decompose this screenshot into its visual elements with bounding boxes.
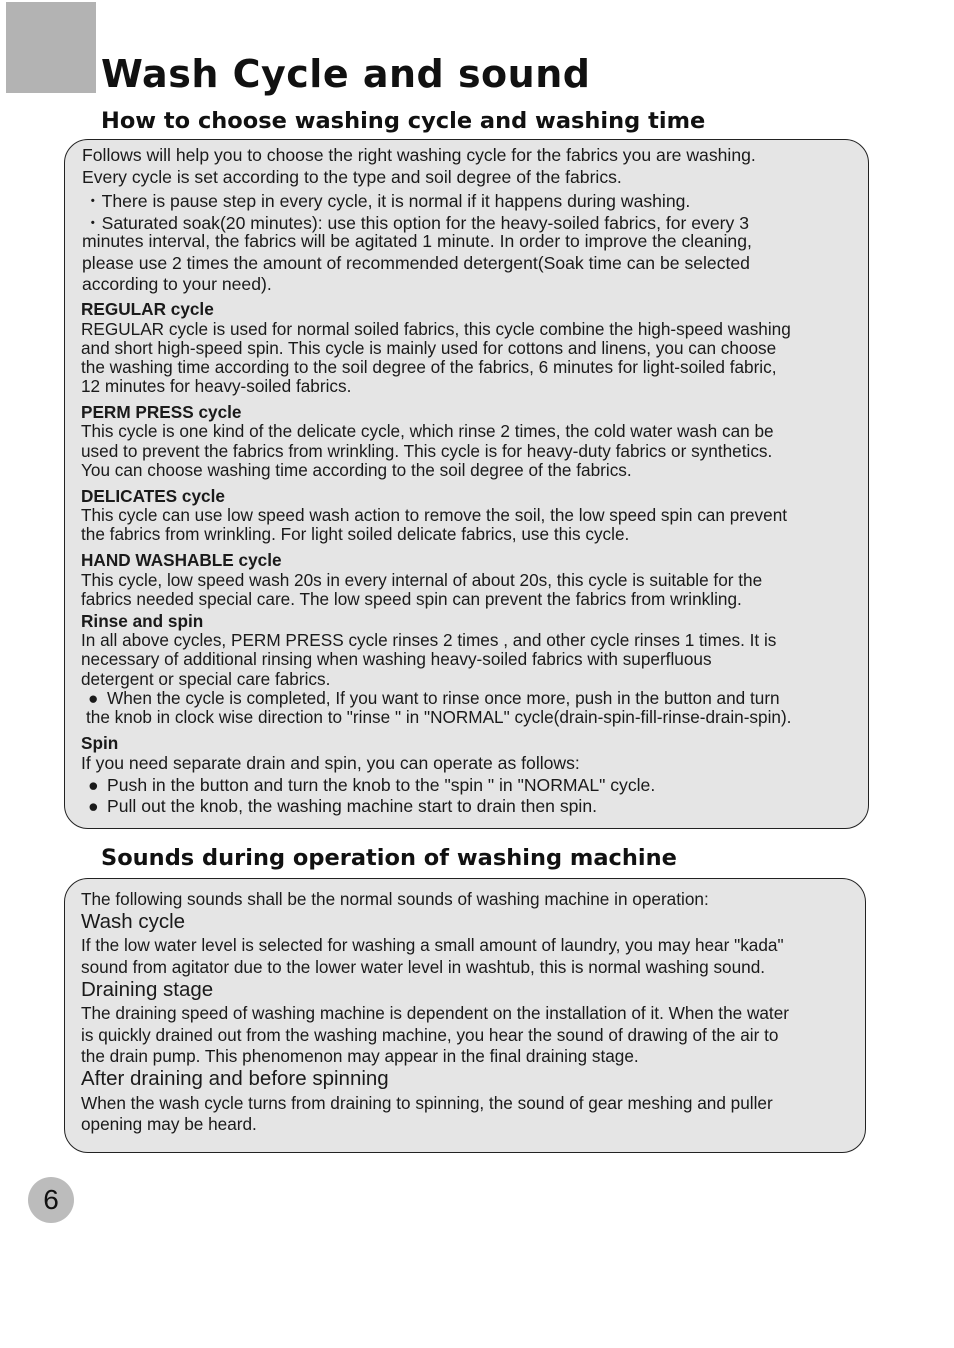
- rinse-spin-line: detergent or special care fabrics.: [81, 669, 331, 689]
- bullet-icon: ●: [88, 688, 99, 708]
- delicates-line: This cycle can use low speed wash action to remove the soil, the low speed spin can prevent: [81, 505, 788, 525]
- corner-decoration: [6, 2, 96, 93]
- intro-line: according to your need).: [82, 274, 272, 294]
- after-draining-line: opening may be heard.: [81, 1114, 257, 1134]
- intro-line: please use 2 times the amount of recommended detergent(Soak time can be selected: [82, 253, 750, 273]
- spin-bullet: Pull out the knob, the washing machine start to drain then spin.: [107, 796, 597, 816]
- hand-washable-line: This cycle, low speed wash 20s in every internal of about 20s, this cycle is suitable for the: [81, 570, 763, 590]
- perm-press-line: You can choose washing time according to the soil degree of the fabrics.: [81, 460, 632, 480]
- hand-washable-heading: HAND WASHABLE cycle: [81, 550, 282, 570]
- spin-intro: If you need separate drain and spin, you can operate as follows:: [81, 753, 580, 773]
- draining-line: the drain pump. This phenomenon may appear in the final draining stage.: [81, 1046, 639, 1066]
- intro-line: Every cycle is set according to the type and soil degree of the fabrics.: [82, 167, 622, 187]
- wash-cycle-line: If the low water level is selected for washing a small amount of laundry, you may hear "kada": [81, 935, 784, 955]
- rinse-spin-line: necessary of additional rinsing when washing heavy-soiled fabrics with superfluous: [81, 649, 712, 669]
- section-heading-sounds: Sounds during operation of washing machine: [101, 845, 677, 871]
- hand-washable-line: fabrics needed special care. The low speed spin can prevent the fabrics from wrinkling.: [81, 589, 742, 609]
- page-title: Wash Cycle and sound: [101, 52, 591, 96]
- intro-line: ・Saturated soak(20 minutes): use this option for the heavy-soiled fabrics, for every 3: [84, 213, 749, 233]
- draining-line: The draining speed of washing machine is dependent on the installation of it. When the water: [81, 1003, 789, 1023]
- intro-line: minutes interval, the fabrics will be agitated 1 minute. In order to improve the cleaning,: [82, 231, 752, 251]
- regular-line: the washing time according to the soil degree of the fabrics, 6 minutes for light-soiled fabric,: [81, 357, 777, 377]
- draining-heading: Draining stage: [81, 978, 214, 1001]
- page-number: 6: [28, 1177, 74, 1223]
- bullet-icon: ●: [88, 796, 99, 816]
- regular-cycle-heading: REGULAR cycle: [81, 299, 214, 319]
- perm-press-heading: PERM PRESS cycle: [81, 402, 242, 422]
- rinse-spin-line: In all above cycles, PERM PRESS cycle rinses 2 times , and other cycle rinses 1 times. It is: [81, 630, 777, 650]
- regular-line: and short high-speed spin. This cycle is mainly used for cottons and linens, you can choose: [81, 338, 777, 358]
- intro-line: Follows will help you to choose the right washing cycle for the fabrics you are washing.: [82, 145, 756, 165]
- rinse-spin-bullet: When the cycle is completed, If you want to rinse once more, push in the button and turn: [107, 688, 780, 708]
- section-heading-cycles: How to choose washing cycle and washing time: [101, 108, 706, 134]
- rinse-spin-heading: Rinse and spin: [81, 611, 204, 631]
- wash-cycle-line: sound from agitator due to the lower water level in washtub, this is normal washing sound.: [81, 957, 766, 977]
- intro-line: ・There is pause step in every cycle, it is normal if it happens during washing.: [84, 191, 691, 211]
- regular-line: REGULAR cycle is used for normal soiled fabrics, this cycle combine the high-speed washing: [81, 319, 791, 339]
- perm-press-line: used to prevent the fabrics from wrinkling. This cycle is for heavy-duty fabrics or synthetics.: [81, 441, 773, 461]
- delicates-line: the fabrics from wrinkling. For light soiled delicate fabrics, use this cycle.: [81, 524, 630, 544]
- bullet-icon: ●: [88, 775, 99, 795]
- sounds-intro: The following sounds shall be the normal sounds of washing machine in operation:: [81, 889, 709, 909]
- rinse-spin-bullet-cont: the knob in clock wise direction to "rinse " in "NORMAL" cycle(drain-spin-fill-rinse-drain-spin).: [86, 707, 792, 727]
- perm-press-line: This cycle is one kind of the delicate cycle, which rinse 2 times, the cold water wash can be: [81, 421, 774, 441]
- after-draining-line: When the wash cycle turns from draining to spinning, the sound of gear meshing and puller: [81, 1093, 773, 1113]
- delicates-heading: DELICATES cycle: [81, 486, 225, 506]
- regular-line: 12 minutes for heavy-soiled fabrics.: [81, 376, 352, 396]
- spin-heading: Spin: [81, 733, 119, 753]
- spin-bullet: Push in the button and turn the knob to the "spin " in "NORMAL" cycle.: [107, 775, 656, 795]
- draining-line: is quickly drained out from the washing machine, you hear the sound of drawing of the air to: [81, 1025, 779, 1045]
- wash-cycle-heading: Wash cycle: [81, 910, 186, 933]
- after-draining-heading: After draining and before spinning: [81, 1067, 389, 1090]
